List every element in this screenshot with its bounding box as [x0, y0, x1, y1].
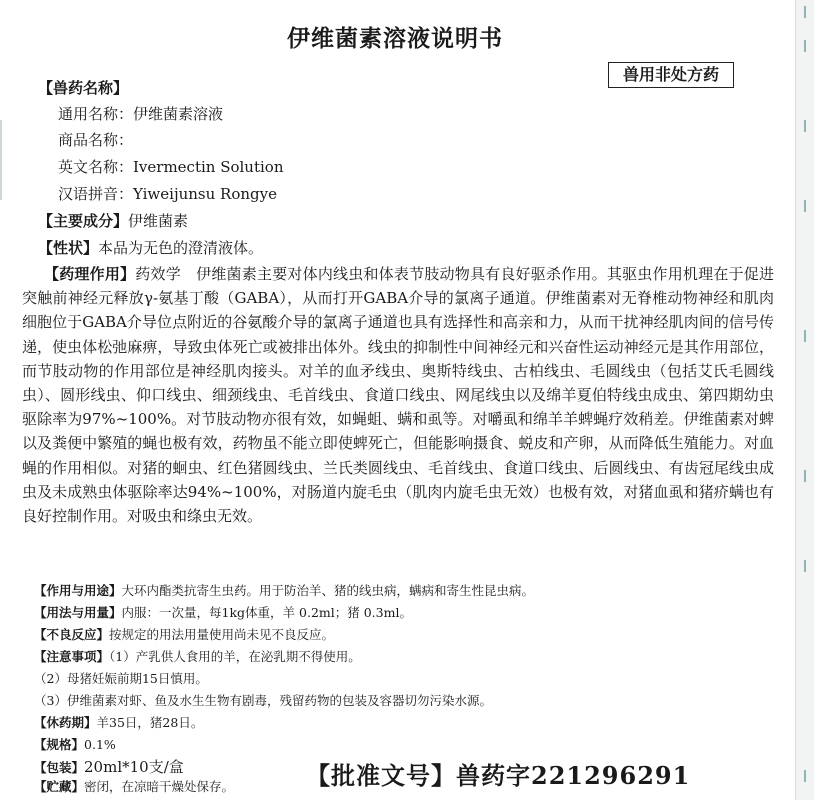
package-text: 20ml*10支/盒: [84, 758, 184, 776]
margin-tick: [804, 6, 806, 18]
caution-item-2: （2）母猪妊娠前期15日慎用。: [34, 671, 208, 686]
ingredient-text: 伊维菌素: [128, 212, 189, 230]
storage-tag: 【贮藏】: [34, 779, 85, 794]
generic-name: 通用名称：伊维菌素溶液: [58, 105, 224, 123]
right-margin-strip: [795, 0, 814, 800]
margin-tick: [804, 40, 806, 52]
dosage-text: 内服：一次量，每1kg体重，羊 0.2ml；猪 0.3ml。: [121, 605, 412, 620]
pharmacology-paragraph: [22, 262, 774, 528]
trade-name: 商品名称：: [58, 131, 134, 149]
page-title: 伊维菌素溶液说明书: [287, 25, 503, 52]
ingredient-tag: 【主要成分】: [38, 212, 129, 230]
caution-item-1: （1）产乳供人食用的羊，在泌乳期不得使用。: [109, 649, 361, 664]
package-row: [34, 759, 184, 776]
adverse-row: [34, 627, 334, 643]
indication-row: [34, 583, 534, 599]
pharmacology-tag: 【药理作用】: [44, 265, 136, 283]
drug-name-header: 【兽药名称】: [38, 79, 129, 97]
approval-number: 【批准文号】兽药字221296291: [306, 761, 691, 790]
character-text: 本品为无色的澄清液体。: [98, 239, 264, 257]
margin-tick: [804, 330, 806, 342]
withdrawal-row: [34, 715, 203, 731]
storage-text: 密闭，在凉暗干燥处保存。: [84, 779, 235, 794]
spec-row: [34, 737, 116, 753]
margin-tick: [804, 200, 806, 212]
dosage-row: [34, 605, 412, 621]
spec-tag: 【规格】: [34, 737, 85, 752]
character-row: [38, 238, 263, 258]
otc-label-box: 兽用非处方药: [608, 62, 734, 88]
adverse-text: 按规定的用法用量使用尚未见不良反应。: [109, 627, 335, 642]
pharmacology-text: 药效学 伊维菌素主要对体内线虫和体表节肢动物具有良好驱杀作用。其驱虫作用机理在于促进突触前神经元释放γ-氨基丁酸（GABA），从而打开GABA介导的氯离子通道。伊维菌素对无脊椎动物神经和肌肉细胞位于GABA介导位点附近的谷氨酸介导的氯离子通道也具有选择性和高亲和力，从而干扰神经肌肉间的信号传递，使虫体松弛麻痹，导致虫体死亡或被排出体外。线虫的抑制性中间神经元和兴奋性运动神经元是其作用部位，而节肢动物的作用部位是神经肌肉接头。对羊的血矛线虫、奥斯特线虫、古柏线虫、毛圆线虫（包括艾氏毛圆线虫）、圆形线虫、仰口线虫、细颈线虫、毛首线虫、食道口线虫、网尾线虫以及绵羊夏伯特线虫成虫、第四期幼虫驱除率为97%~100%。对节肢动物亦很有效，如蝇蛆、螨和虱等。对嚼虱和绵羊羊蜱蝇疗效稍差。伊维菌素对蜱以及粪便中繁殖的蝇也极有效，药物虽不能立即使蜱死亡，但能影响摄食、蜕皮和产卵，从而降低生殖能力。对血蝇的作用相似。对猪的蛔虫、红色猪圆线虫、兰氏类圆线虫、毛首线虫、食道口线虫、后圆线虫、有齿冠尾线虫成虫及未成熟虫体驱除率达94%~100%，对肠道内旋毛虫（肌肉内旋毛虫无效）也极有效，对猪血虱和猪疥螨也有良好控制作用。对吸虫和绦虫无效。: [22, 265, 774, 526]
margin-tick: [804, 560, 806, 572]
adverse-tag: 【不良反应】: [34, 627, 110, 642]
pinyin-name: 汉语拼音：Yiweijunsu Rongye: [58, 185, 277, 203]
english-name: 英文名称：Ivermectin Solution: [58, 158, 284, 176]
withdrawal-tag: 【休药期】: [34, 715, 97, 730]
caution-tag: 【注意事项】: [34, 649, 110, 664]
ingredient-row: [38, 211, 188, 231]
dosage-tag: 【用法与用量】: [34, 605, 122, 620]
margin-tick: [804, 770, 806, 782]
character-tag: 【性状】: [38, 239, 99, 257]
margin-tick: [804, 470, 806, 482]
indication-text: 大环内酯类抗寄生虫药。用于防治羊、猪的线虫病，螨病和寄生性昆虫病。: [121, 583, 535, 598]
package-tag: 【包装】: [34, 760, 85, 775]
withdrawal-text: 羊35日，猪28日。: [96, 715, 204, 730]
storage-row: [34, 779, 234, 795]
left-edge-mark: [0, 120, 2, 200]
caution-row: [34, 649, 361, 665]
indication-tag: 【作用与用途】: [34, 583, 122, 598]
spec-text: 0.1%: [84, 737, 116, 752]
margin-tick: [804, 120, 806, 132]
caution-item-3: （3）伊维菌素对虾、鱼及水生生物有剧毒，残留药物的包装及容器切勿污染水源。: [34, 693, 492, 708]
